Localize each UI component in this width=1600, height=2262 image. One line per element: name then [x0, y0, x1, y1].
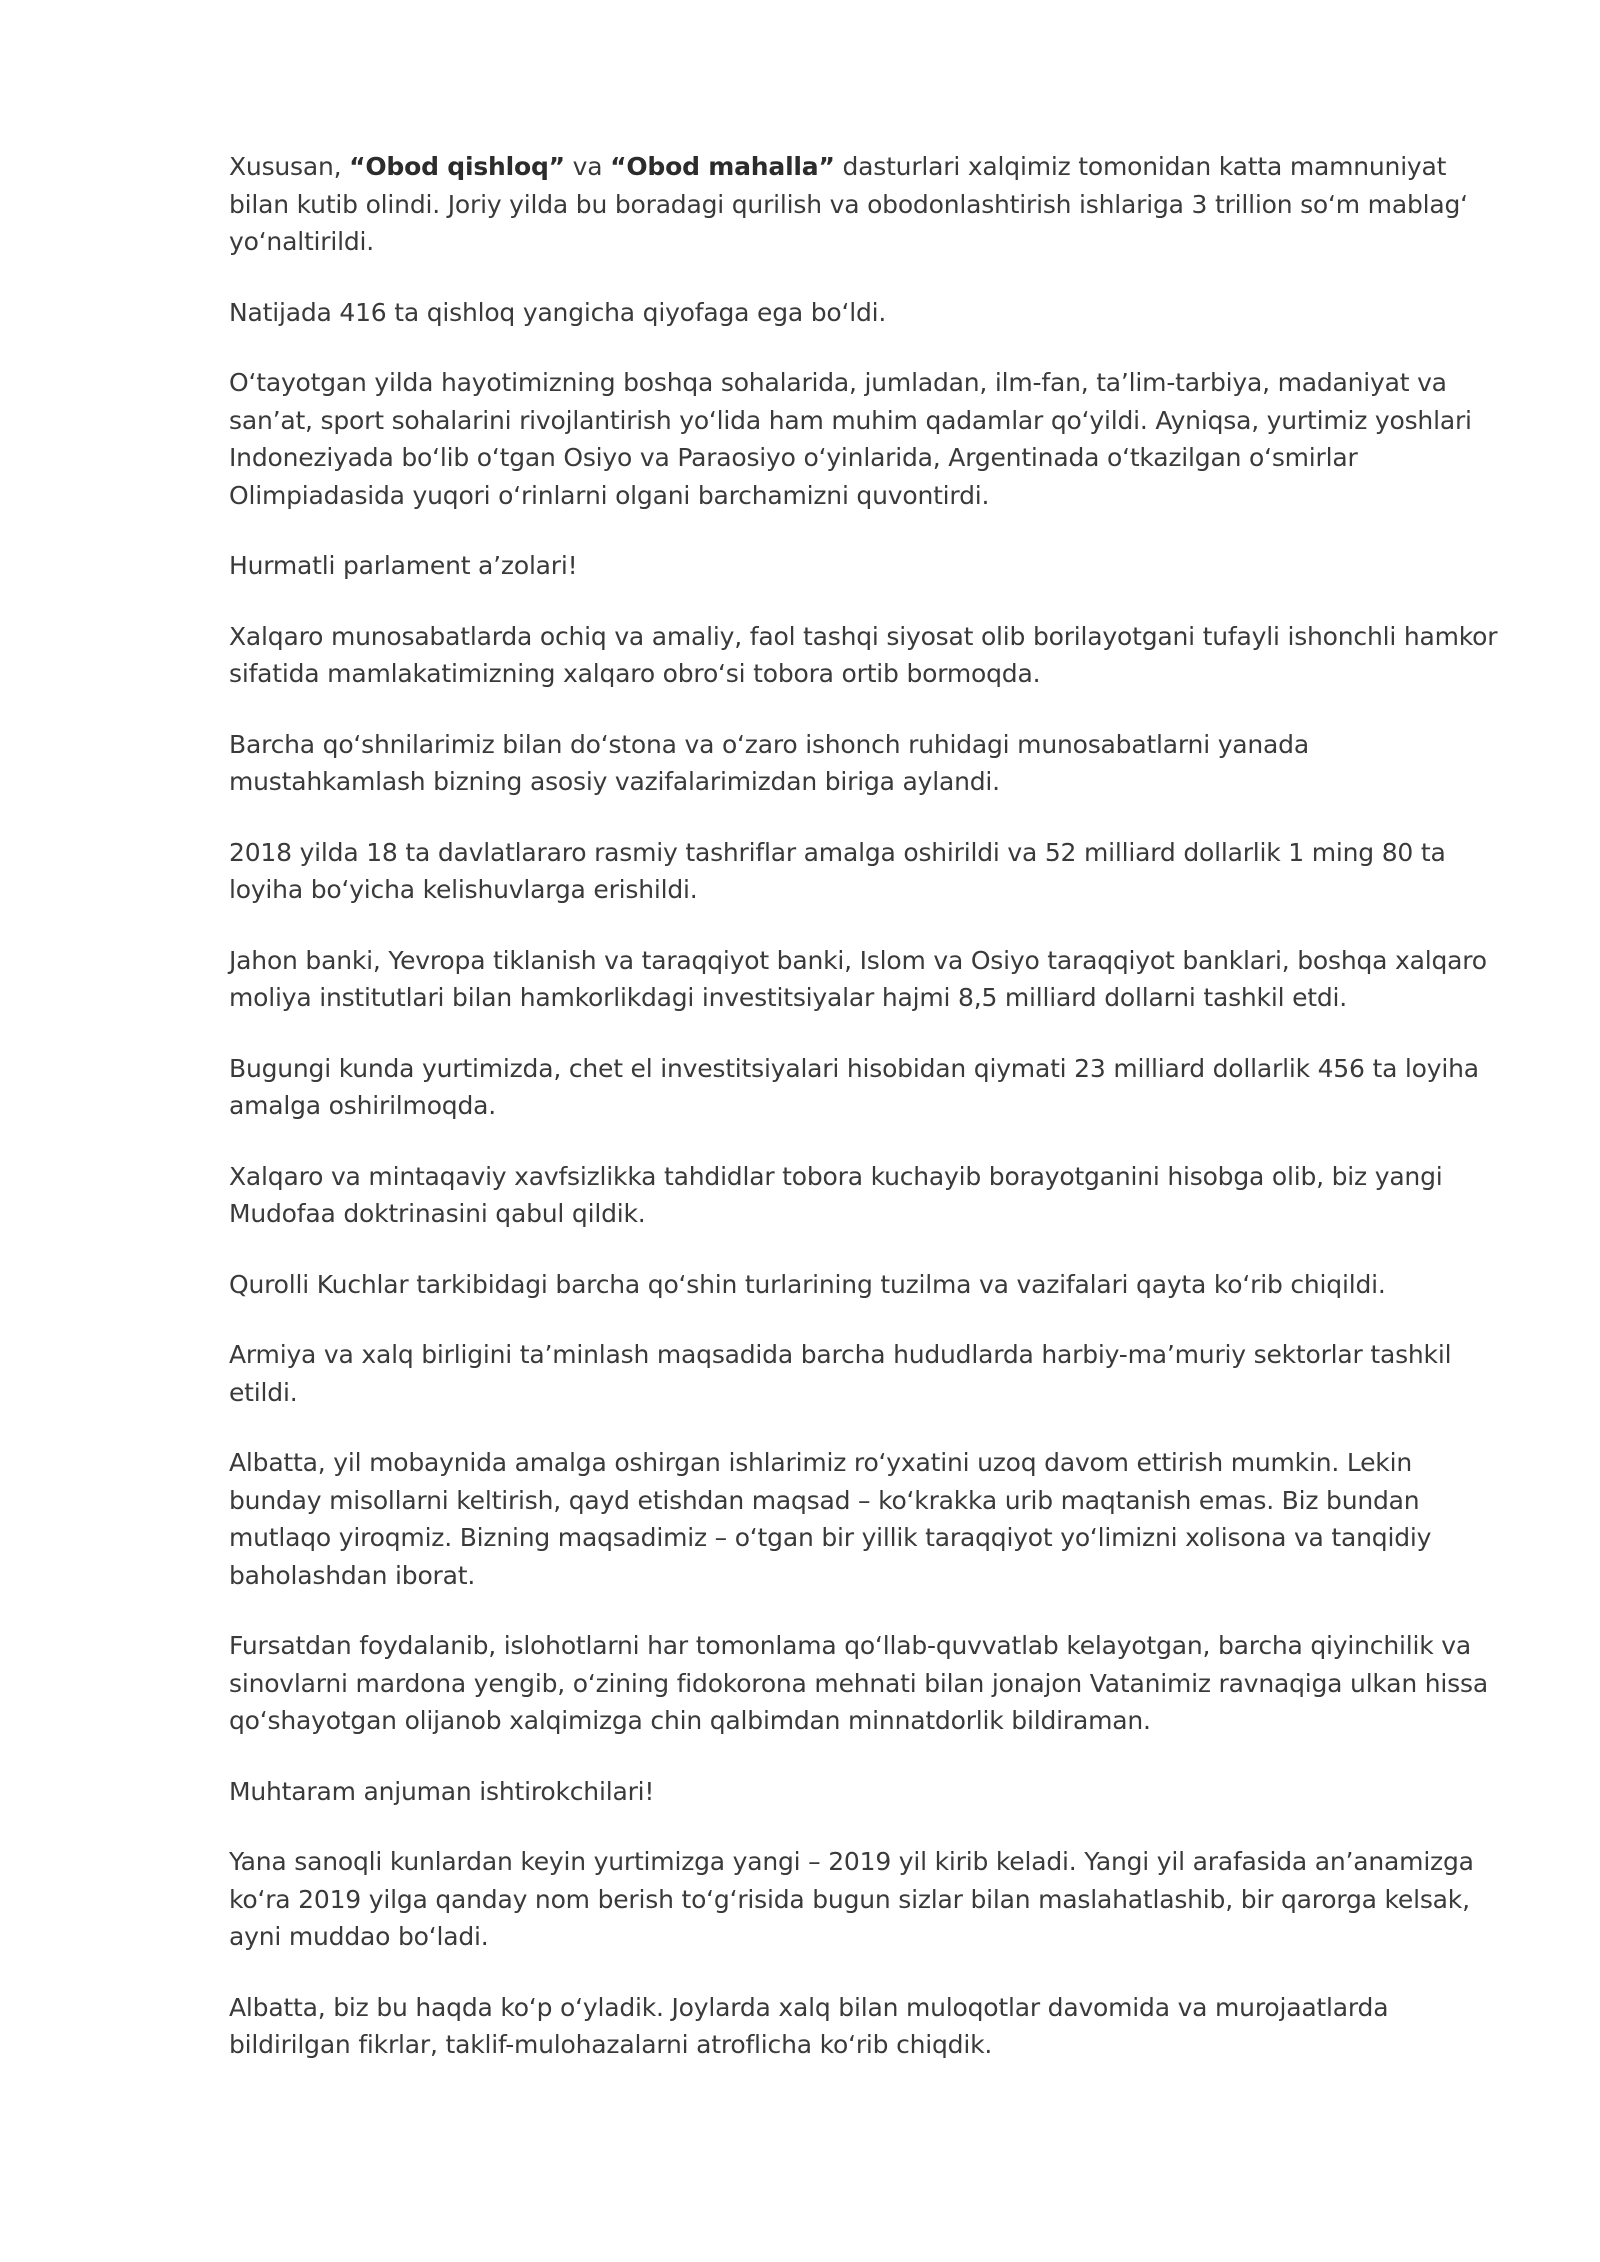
- paragraph: Bugungi kunda yurtimizda, chet el investitsiyalari hisobidan qiymati 23 milliard dollarlik 456 ta loyiha amalga oshirilmoqda.: [229, 1053, 1479, 1120]
- paragraph: Qurolli Kuchlar tarkibidagi barcha qo‘shin turlarining tuzilma va vazifalari qayta ko‘rib chiqildi.: [229, 1269, 1386, 1299]
- paragraph: Albatta, yil mobaynida amalga oshirgan ishlarimiz ro‘yxatini uzoq davom ettirish mumkin. Lekin bunday misollarni keltirish, qayd etishdan maqsad – ko‘krakka urib maqtanish emas. Biz bundan mutlaqo yiroqmiz. Bizning maqsadimiz – o‘tgan bir yillik taraqqiyot yo‘limizni xolisona va tanqidiy baholashdan iborat.: [229, 1448, 1432, 1590]
- paragraph: Armiya va xalq birligini ta’minlash maqsadida barcha hududlarda harbiy-ma’muriy sektorlar tashkil etildi.: [229, 1340, 1452, 1407]
- paragraph: 2018 yilda 18 ta davlatlararo rasmiy tashriflar amalga oshirildi va 52 milliard dollarlik 1 ming 80 ta loyiha bo‘yicha kelishuvlarga erishildi.: [229, 837, 1446, 904]
- paragraph: Fursatdan foydalanib, islohotlarni har tomonlama qo‘llab-quvvatlab kelayotgan, barcha qiyinchilik va sinovlarni mardona yengib, o‘zining fidokorona mehnati bilan jonajon Vatanimiz ravnaqiga ulkan hissa qo‘shayotgan olijanob xalqimizga chin qalbimdan minnatdorlik bildiraman.: [229, 1631, 1488, 1735]
- paragraph: Jahon banki, Yevropa tiklanish va taraqqiyot banki, Islom va Osiyo taraqqiyot banklari, boshqa xalqaro moliya institutlari bilan hamkorlikdagi investitsiyalar hajmi 8,5 milliard dollarni tashkil etdi.: [229, 945, 1487, 1012]
- intro-paragraph: [229, 148, 1499, 261]
- program-name-obod-mahalla: “Obod mahalla”: [610, 152, 835, 181]
- paragraph: Hurmatli parlament a’zolari!: [229, 551, 578, 580]
- paragraph: Yana sanoqli kunlardan keyin yurtimizga yangi – 2019 yil kirib keladi. Yangi yil arafasida an’anamizga ko‘ra 2019 yilga qanday nom berish to‘g‘risida bugun sizlar bilan maslahatlashib, bir qarorga kelsak, ayni muddao bo‘ladi.: [229, 1847, 1474, 1951]
- paragraph: Xalqaro munosabatlarda ochiq va amaliy, faol tashqi siyosat olib borilayotgani tufayli ishonchli hamkor sifatida mamlakatimizning xalqaro obro‘si tobora ortib bormoqda.: [229, 621, 1498, 688]
- document-body: [229, 148, 1499, 2097]
- paragraph: Albatta, biz bu haqda ko‘p o‘yladik. Joylarda xalq bilan muloqotlar davomida va murojaatlarda bildirilgan fikrlar, taklif-mulohazalarni atroflicha ko‘rib chiqdik.: [229, 1992, 1389, 2059]
- paragraph: Natijada 416 ta qishloq yangicha qiyofaga ega bo‘ldi.: [229, 297, 887, 327]
- intro-text-1: Xususan,: [229, 152, 350, 181]
- program-name-obod-qishloq: “Obod qishloq”: [349, 152, 565, 181]
- paragraph: O‘tayotgan yilda hayotimizning boshqa sohalarida, jumladan, ilm-fan, ta’lim-tarbiya, madaniyat va san’at, sport sohalarini rivojlantirish yo‘lida ham muhim qadamlar qo‘yildi. Ayniqsa, yurtimiz yoshlari Indoneziyada bo‘lib o‘tgan Osiyo va Paraosiyo o‘yinlarida, Argentinada o‘tkazilgan o‘smirlar Olimpiadasida yuqori o‘rinlarni olgani barchamizni quvontirdi.: [229, 368, 1472, 510]
- paragraph: Muhtaram anjuman ishtirokchilari!: [229, 1776, 655, 1806]
- paragraph: Xalqaro va mintaqaviy xavfsizlikka tahdidlar tobora kuchayib borayotganini hisobga olib, biz yangi Mudofaa doktrinasini qabul qildik.: [229, 1161, 1443, 1228]
- intro-text-2: va: [564, 152, 611, 181]
- intro-text-3: dasturlari xalqimiz tomonidan katta mamnuniyat bilan kutib olindi. Joriy yilda bu boradagi qurilish va obodonlashtirish ishlariga 3 trillion so‘m mablag‘ yo‘naltirildi.: [229, 152, 1468, 256]
- paragraph: Barcha qo‘shnilarimiz bilan do‘stona va o‘zaro ishonch ruhidagi munosabatlarni yanada mustahkamlash bizning asosiy vazifalarimizdan biriga aylandi.: [229, 729, 1309, 796]
